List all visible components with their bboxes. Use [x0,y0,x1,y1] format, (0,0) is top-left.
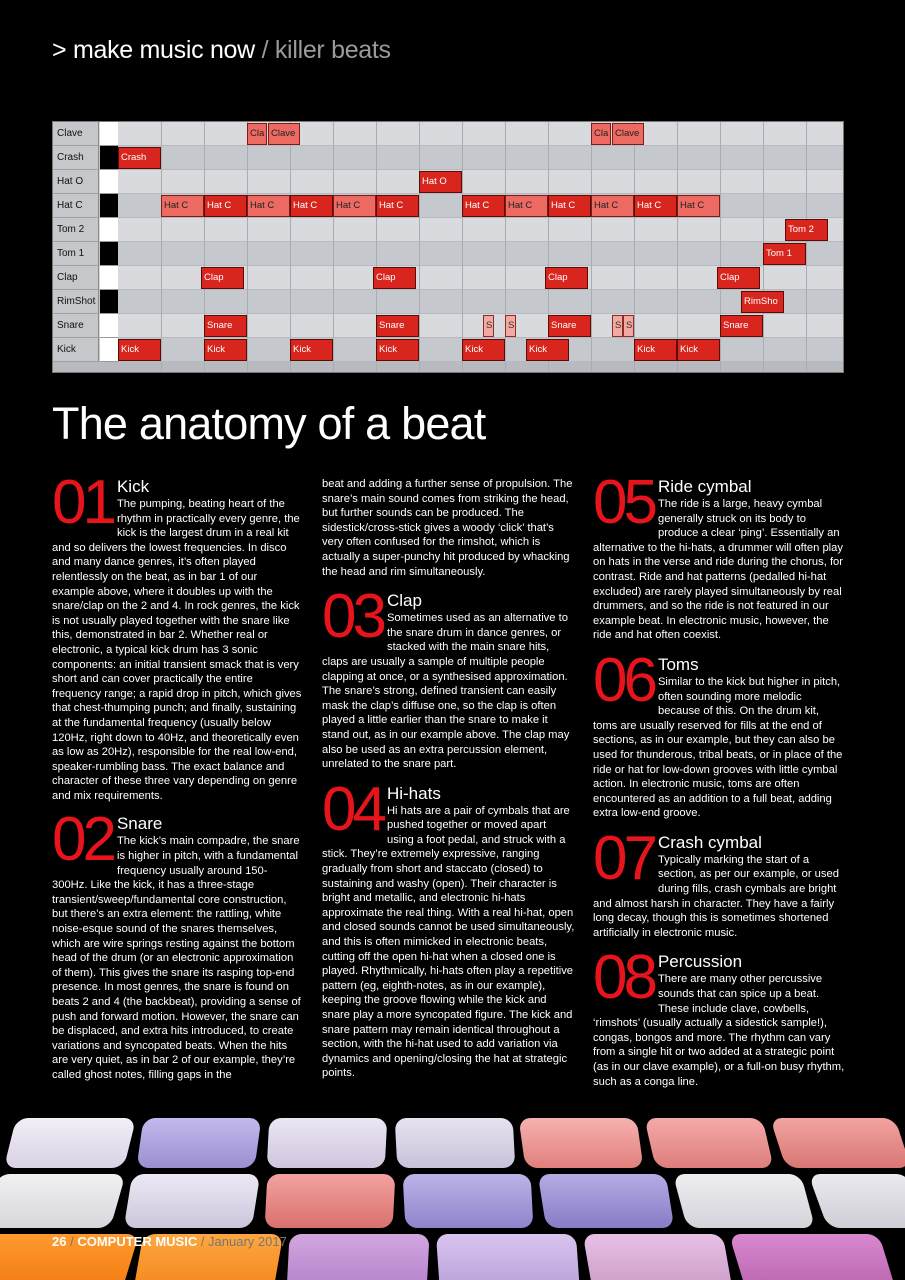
note-kick[interactable]: Kick [376,339,419,361]
magazine-name: COMPUTER MUSIC [77,1234,198,1249]
section-hi-hats [322,774,575,1081]
header-separator: / [254,36,275,64]
section-body-continued: beat and adding a further sense of propulsion. The snare’s main sound comes from striking the head, but further sounds can be produced. The sidestick/cross-stick gives a woody ‘click’ that’s very often confused for the rimshot, which is actually a super-punchy hit produced by whacking the head and rim simultaneously. [322,478,573,578]
row-label-rimshot: RimShot [53,290,99,314]
piano-key [100,146,118,170]
section-number: 06 [593,645,654,715]
section-heading: Clap [386,591,422,611]
note-hat-closed[interactable]: Hat C [333,195,376,217]
section-heading: Hi-hats [386,783,441,803]
text-column-1 [52,468,302,1083]
pad [403,1174,534,1228]
note-tom-2[interactable]: Tom 2 [785,219,828,241]
grid-scroll-strip [53,361,843,372]
note-clave[interactable]: Clave [612,123,644,145]
piano-key [100,122,118,146]
pad [395,1118,516,1168]
note-snare-ghost[interactable]: S [483,315,494,337]
pad [538,1174,675,1228]
grid-row-band [53,146,843,170]
pad [583,1234,734,1280]
section-body: The pumping, beating heart of the rhythm in practically every genre, the kick is the largest drum in a real kit and so delivers the lowest frequencies. In disco and many dance genres, it’s often played relentlessly on the beat, as in bar 1 of our example above, where it doubles up with the snare/clap on the 2 and 4. In rock genres, the kick is not usually played together with the snare like this, demonstrated in bar 2. Whether real or electronic, a typical kick drum has 3 sonic components: an initial transient smack that is very short and can cover practically the entire frequency range; a rapid drop in pitch, which gives that chest-thumping punch; and finally, sustaining at the fundamental frequency (usually below 120Hz, right down to 40Hz, and theoretically even as low as 20Hz), responsible for the real low-end, speaker-rumbling bass. The exact balance and character of these three vary depending on genre and mix requirements. [52,498,302,802]
note-rimshot[interactable]: RimSho [741,291,784,313]
piano-key [100,338,118,362]
grid-line [419,122,420,372]
row-label-kick: Kick [53,338,99,362]
section-number: 05 [593,468,654,537]
section-percussion [593,943,846,1089]
piano-key [100,242,118,266]
pad [0,1174,126,1228]
footer-separator: / [197,1234,209,1249]
note-kick[interactable]: Kick [204,339,247,361]
note-snare[interactable]: Snare [204,315,247,337]
section-kick [52,468,302,803]
note-snare-ghost[interactable]: S [612,315,623,337]
pad [436,1234,580,1280]
note-hat-closed[interactable]: Hat C [161,195,204,217]
row-label-tom-1: Tom 1 [53,242,99,266]
note-clap[interactable]: Clap [201,267,244,289]
grid-line [333,122,334,372]
piano-key [100,314,118,338]
note-snare[interactable]: Snare [548,315,591,337]
note-kick[interactable]: Kick [677,339,720,361]
section-body: Typically marking the start of a section, as per our example, or used during fills, crash cymbals are bright and almost harsh in character. They have a fairly long decay, though this is sometimes shortened artificially in electronic music. [593,853,839,939]
grid-row-band [53,242,843,266]
pad [770,1118,905,1168]
section-crash-cymbal [593,823,846,941]
section-number: 03 [322,582,383,652]
note-hat-closed[interactable]: Hat C [247,195,290,217]
note-crash[interactable]: Crash [118,147,161,169]
section-heading: Snare [116,814,163,834]
pad [286,1234,429,1280]
note-snare[interactable]: Snare [720,315,763,337]
piano-key [100,170,118,194]
footer-separator: / [66,1234,78,1249]
section-clap [322,582,575,772]
pad [673,1174,815,1228]
pad [124,1174,261,1228]
piano-key [100,266,118,290]
note-hat-open[interactable]: Hat O [419,171,462,193]
subsection-label: killer beats [274,36,391,64]
pad [136,1118,261,1168]
section-heading: Kick [116,477,150,496]
page-number: 26 [52,1234,67,1249]
row-label-hat-open: Hat O [53,170,99,194]
grid-line [462,122,463,372]
section-body: Hi hats are a pair of cymbals that are pushed together or moved apart using a foot pedal, and struck with a stick. They’re extremely expressive, ranging gradually from short and staccato (closed) to sustaining and washy (open). Their character is bright and metallic, and electronic hi-hats approximate the real thing. With a real hi-hat, open and closed sounds cannot be used simultaneously, and this is often mimicked in electronic beats, cutting off the open hi-hat when a closed one is played. Rhythmically, hi-hats often play a repetitive pattern (eg, eighth-notes, as in our example), keeping the groove flowing while the kick and snare play a more syncopated figure. The kick and snare pattern may remain identical throughout a section, with the hi-hat used to add variation via dynamics and opening/closing the hat at strategic points. [322,804,575,1080]
section-label: > make music now [52,36,255,64]
grid-row-band [53,338,843,362]
grid-line [806,122,807,372]
note-clap[interactable]: Clap [717,267,760,289]
section-toms [593,645,846,821]
section-number: 08 [593,943,654,1013]
row-label-clap: Clap [53,266,99,290]
note-hat-closed[interactable]: Hat C [290,195,333,217]
pad [518,1118,643,1168]
section-number: 02 [52,805,113,875]
pad [265,1174,396,1228]
page-title: The anatomy of a beat [52,398,486,449]
note-hat-closed[interactable]: Hat C [376,195,419,217]
row-label-tom-2: Tom 2 [53,218,99,242]
note-kick[interactable]: Kick [290,339,333,361]
note-hat-closed[interactable]: Hat C [634,195,677,217]
text-column-3 [593,468,846,1089]
note-clap[interactable]: Clap [545,267,588,289]
row-label-clave: Clave [53,122,99,146]
section-body: There are many other percussive sounds that can spice up a beat. These include clave, cowbells, ‘rimshots’ (usually actually a sidestick sample!), congas, bongos and more. The rhythm can vary from a single hit or two added at a strategic point (as in our clave example), or a full-on busy rhythm, such as a conga line. [593,973,845,1088]
section-ride-cymbal [593,468,846,643]
note-clave[interactable]: Cla [591,123,611,145]
section-number: 04 [322,774,383,844]
grid-line [290,122,291,372]
drum-pads-image [0,1110,905,1280]
note-clap[interactable]: Clap [373,267,416,289]
section-header [52,36,391,65]
note-hat-closed[interactable]: Hat C [677,195,720,217]
page-footer [52,1234,287,1249]
grid-line [677,122,678,372]
piano-key [100,290,118,314]
grid-row-band [53,290,843,314]
note-hat-closed[interactable]: Hat C [591,195,634,217]
pad [644,1118,774,1168]
note-hat-closed[interactable]: Hat C [462,195,505,217]
note-hat-closed[interactable]: Hat C [204,195,247,217]
pad [808,1174,905,1228]
row-label-crash: Crash [53,146,99,170]
section-body: Sometimes used as an alternative to the snare drum in dance genres, or stacked with the main snare hits, claps are usually a sample of multiple people clapping at once, or a synthesised approximation. The snare’s strong, defined transient can easily mask the clap’s diffuse one, so the clap is often played a little earlier than the snare to make it stand out, as in our example above. The clap may also be used as an extra percussion element, unrelated to the snare part. [322,612,570,771]
note-hat-closed[interactable]: Hat C [548,195,591,217]
section-heading: Toms [657,654,699,674]
note-snare-ghost[interactable]: S [505,315,516,337]
section-heading: Ride cymbal [657,477,752,496]
section-number: 07 [593,823,654,893]
grid-line [247,122,248,372]
section-number: 01 [52,468,113,537]
section-body: The kick’s main compadre, the snare is higher in pitch, with a fundamental frequency usually around 150-300Hz. Like the kick, it has a three-stage transient/sweep/fundamental core construction, but there’s an extra element: the rattling, white noise-esque sound of the snares themselves, which are wire springs resting against the bottom head of the drum (or an electronic approximation of them). This gives the snare its rasping top-end presence. In most genres, the snare is found on beats 2 and 4 (the backbeat), providing a sense of push and forward motion. However, the snare can be displaced, and extra hits introduced, to create variations and syncopated beats. When the hits are very quiet, as in bar 2 of our example, they’re called ghost notes, filling gaps in the [52,835,301,1081]
note-clave[interactable]: Clave [268,123,300,145]
pad [4,1118,136,1168]
section-heading: Crash cymbal [657,832,762,852]
row-label-snare: Snare [53,314,99,338]
grid-row-band [53,218,843,242]
piano-key [100,194,118,218]
grid-line [161,122,162,372]
note-tom-1[interactable]: Tom 1 [763,243,806,265]
note-kick[interactable]: Kick [462,339,505,361]
section-heading: Percussion [657,952,743,972]
section-snare [52,805,302,1082]
note-snare[interactable]: Snare [376,315,419,337]
text-column-2 [322,477,575,1081]
grid-line [634,122,635,372]
grid-line [591,122,592,372]
note-clave[interactable]: Cla [247,123,267,145]
section-body: Similar to the kick but higher in pitch, often sounding more melodic because of this. On the drum kit, toms are usually reserved for fills at the end of sections, as in our example, but they can also be used for thunderous, tribal beats, or in place of the ride or hat for low-down grooves with little cymbal action. In electronic music, toms are often encountered as an addition to a full beat, adding extra low-end groove. [593,675,843,820]
grid-row-band [53,122,843,146]
issue-date: January 2017 [208,1234,287,1249]
pad [267,1118,388,1168]
note-kick[interactable]: Kick [526,339,569,361]
note-kick[interactable]: Kick [118,339,161,361]
note-hat-closed[interactable]: Hat C [505,195,548,217]
note-kick[interactable]: Kick [634,339,677,361]
pad [729,1234,897,1280]
section-body: The ride is a large, heavy cymbal generally struck on its body to produce a clear ‘ping’. Essentially an alternative to the hi-hats, a drummer will often play on hats in the verse and ride during the chorus, for contrast. Ride and hat patterns (pedalled hi-hat excluded) are rarely played simultaneously by real drummers, and so the ride is not featured in our example beat. In electronic music, however, the ride and hat often coexist. [593,498,844,642]
row-label-hat-closed: Hat C [53,194,99,218]
drum-grid [52,121,844,373]
piano-key [100,218,118,242]
note-snare-ghost[interactable]: S [623,315,634,337]
